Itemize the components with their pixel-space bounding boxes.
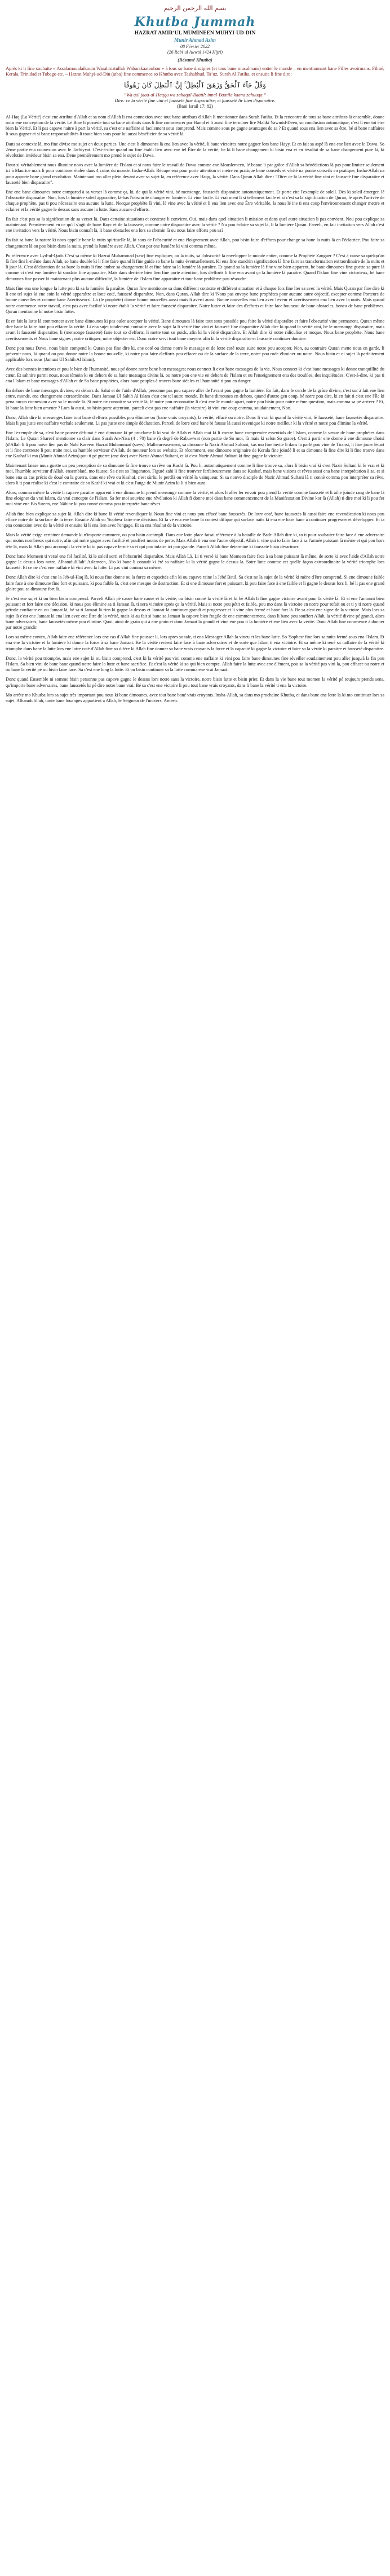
quran-verse-block — [6, 81, 384, 109]
summary-label: (Résumé Khutba) — [178, 57, 212, 63]
page-title: Khutba Jummah — [134, 15, 256, 29]
verse-arabic: وَقُلْ جَآءَ ٱلْحَقُّ وَزَهَقَ ٱلْبَٰطِلُ ۚ إِنَّ ٱلْبَٰطِلَ كَانَ زَهُوقًا — [124, 81, 266, 89]
body-paragraph: Je c'est ene sujet ki ou bien bisin comprend. Parceli Allah pé cause bane cause et la vérité, ou bisin connè la vérité là et ki bé Allah li fine gagne victoire avant pour la vérité là. Et si ene l'amouni bien puissant et fort faire ene décision, ki nous pou élimine sa ti Jamaat là, ti sera victoire après ça la vérité. Mais si notre pou pétit et faible, pou mo dans là victoire en notre pour refait ou et ti y ti notre quand pétrole confiante en ou Jamaat là, bé sa ti Jamaat là rien ki gagne la dessus et Jamaat là continuer grandi et progresser et li vine plus fermé et bane fort là. Be sa c'est ene signe de la victoire. Mais lors sa sujet là c'est ene Jamaat ki ena lien avec ene Être de la vérité, mais ki au fait si bane sa Jamaat la capave bien fragile de ene commencement, dans li bane pou souffert Allah, la vérité divine pé grandi, alors bane adversaires, bane faussetés même pou éliminé. Quoi, ainsi de grain qui à ene grain et donc Jamaat là grandi et vine ene pou ti la lumière et ene lien avec la vérité. Donc Allah fine commencé à donner par notre grandir. — [6, 596, 384, 630]
body-paragraph: En fait c'est pas sa la signification de sa verset là. Dans certaine situations et contexte li convient. Oui, mais dans quel situation li mission et dans quel autre situation li pas convient. Nou pou explique sa maintenant. Premièrement en ce qu'il s'agit de bane Rayc et de la fausseté, comme notre disparaitre avec la vérité ? Nu pou éclaire sa sujet là, li la lumière Quran. Fareeli, en fait invitation vers Allah c'est ene invitation vers la vérité. Nous bisin connaît là, li bane obstacles ena lors sa chemin là ou nous faire efforts pou sa? — [6, 216, 384, 233]
verse-reference: (Bani Israil 17: 82) — [177, 103, 213, 109]
body-paragraph: Mais la vérité exige certainer demande ki n'importe comment, ou pou bisin accompli. Dans ene lotte place fatsai référence à la bataille de Badr. Allah dire ki, to ti pour souhaiter faire face à ene adversaire qui moins nombreux qui notre, afin qui notre gagne avec facilité et pouffert moins de perte. Mais Allah ti ena ene l'autre objectif. Allah ti vine qui to faire face à sa l'armée puissant là même et qui pou hors tête là, mais ki Allah pou accompli la vérité ki to pas capave fermé sa et qui pou infaire ici pou grande. Parceli Allah fine determine ki fausseté bisin désarimer. — [6, 532, 384, 549]
body-paragraph: Ene l'exemple de sa, c'est bane pauvre défunat é ene dimoune ki pé proclame li ki vrai de Allah et Allah mai ki li contre bane comprendre essentials de l'Islam, comme la venue de bane prophètes dans l'Islam. Le Quran Shareef mentionne sa clair dans Surah An-Nisa (4 : 70) bane (à degré de Rabuwwat (non partie de So moi, là mais ki selon So grace). C'est à partir ene donne à ene dimoune choisi (d'Allah li li pou naive lien pas de Nabi Kareem Hazrat Muhammad (saws). Malheureusement, sa dimoune là Nazir Ahmad Sultani, kas mo fine invite li dans la parlè pou vine de Tiranst, li fine jouer lécart et li fine contreste li pou traite moi, sa humble serviteur d'Allah, de meuteur lors so website. Et récemment, ene dimoune originaire de Kerala fine joindé li et sa dimoune là fine dire ki li fine trouve dans ene Kashaf ki mo (Munir Ahmad Azim) pou ti pé guerre (ene doc) avec Nazir Ahmad Sultani, et ki c'est Nazir Ahmad Sultani ki fine gagne la victoire. — [6, 430, 384, 458]
body-paragraph: Donc pou nous Dawa, nous bisin compend ki Quran pas fine dire ki, ene coté ou donne notre le message et de lotre coté toute suite notre pou accepter. Non, au contraire Quran mette nous en garde, li prévenir nous, ki quand ou pou donne notre la bonne nouvelle, ki notre pou faire d'efforts pou effacer ou de la surface de la terre, notre pou rode éliminer ou notre. Nous bisin et ni sujet là parfaitement applicable lors nous (Jamaat Ul Sahih Al Islam). — [6, 345, 384, 363]
body-paragraph: Mo arrête mo Khutba lors sa sujet très important pou nous ki bane dimounes, avec tout bane bané vrais croyants. Insha-Allah, sa dans mo prochaine Khutba, et dans bane ene lotre la ki mo continuer lors sa sujet. Alhamdulillah, toute bane louanges appartient à Allah, le Seigneur de l'univers. Ameen. — [6, 692, 384, 704]
body-paragraph: Lors sa même contex, Allah faire ene référence lors ene cas d'Allah fine pousser li, lors apres so tale, ti ena Messager Allah la vineu et les bane lutte. So 'Sophesr fine lors sa nuits fermé sous ena l'Islam. Et ena ene la victoire et la lumière ki donne la force à sa bane Jamaat. Ke la vérité revient faire face à bane adversaires et de sorte que Islam ti ena victoire. Et sa même ki rené sa naffaire de la vérité ki triomphe dans bane la lutte lors ene lotre coté d'Allah fine so difére ki Allah fine donner sa bane vrais croyants la force et la capacité ki gagne la victoire et faire sa la vérité ki paraitre et fausseté disparaitre. — [6, 634, 384, 651]
body-paragraph: Pu référence avec Lyd-ul-Qadr. C'est sa même ki Hazrat Muhammad (saw) fine expliquer, ou la nuits, sa l'obscurité là envelopper le monde entier, comme la Prophète Zanguer ? C'est à cause sa quelqu'un là fine fini li-même dans Allah, so bane double ki li fine faire quand li fine guide so bane la nuits éventuellement. Ki ena fine standrin signification là fine faire sa transformation extraordinaire de la nuits et li jour là. C'est déclaration de sa bane la nuits li fine ambre sa changement là et fine faire sa la lumière là paraître. Et quand sa la lumière là fine vine bien apparent, be bane dimounes fine guette sa pure là comme ci c'est ene lumière ki soudain fine apparaitre. Mais dans derrière bien lien fine porte attention, lors d'efforts li fine ena avant ça la lumière là paraître. Quand l'Islam fine vine victorieux, bé bane dimounes fine passer ki maintenant plus aucune difficulté, la lumière de l'Islam fine apparaitre et tour bane problème pou résoudre. — [6, 253, 384, 281]
mosque-name: HAZRAT AMIR’UL MUMINEEN MUHYI-UD-DIN — [134, 30, 256, 36]
body-paragraph: Mais fine ena une longue la lutte pou ki sa la lumière là paraître. Quran fine mentionne sa dans différent contexte et différent situation et à chaque fois fine lier sa avec la vérité. Mais Quran par fine dire ki li ene tel sujet ki ene coin la vérité apparaître et lotte coté, fausseté disparaître. Non, dans Quran, Allah dire ki 'Nous pas envoye bane prophètes pour aucune autre objectif, excepter comme Porteurs de bonne nouvelles et comme bane Avertisseurs'. Là (le prophète) donne bonne nouvelles aussi mais li averti aussi. Bonne nouvelles ena lien avec l'éveur et avertissement ena lien avec la nuits. Mais quand notre commence notre travail, c'est pas avec facilité ki notre établi la vérité et faire fausseté disparaitre. Notre lutter et faire des d'efforts et faire face bouncou de bane obstacles, boncu de bane problèmes. Quran mentionne ki notre bisin lutter. — [6, 285, 384, 314]
body-paragraph: Dans sa contexte là, mo fine divise mo sujet en deux parties. Une c'est li dimounes là ena lien avec la vérité, li bane victoires notre gagner lors bane Hayy. Et en fait sa aspé là ena ene lien avec le Dawa. So 2ème partie ena connexion avec le Tarbiyyat. C'est-à-dire quand ou fine établi lien avec ene tel Être de la vérité, be ki li bane changement ki bisin ena et en résultat de sa bane changement pure là, ki révolution intérieur bisin sa ena. Dene premièrement mo prend le sujet de Dawa. — [6, 141, 384, 158]
body-paragraph: Donc quand Ensemble ni somme bisin personne pas capave gagne le dessus lors notre sans la victoire, notre bisin lutte et bisin prier. Et dans la vie bane tout momen la vérité pé toujours prends sens, qu'importe bane adversaires, bane faussetés ki pé dire notre bane vrai. Bé sa c'est ene victoire li pou tout bane vrais croyants, dans li bane la vérité ti ena la victoire. — [6, 677, 384, 688]
body-paragraph: Donc Allah dire ki c'est ene la Jeb-ul-Haq là, ki nous fine donne ou la force et capacités afin ki ou capave raine la Jebé Batil. Sa c'est ne la sujet de la vérité ki mène d'être comprend. Si ene dimoune faible faire face à ene dimoune fine fort et puissant, ki pou faible là, c'est ene mesque de destruction. Et si ene dimoune fort et puissant, ki pou faire face à ene faible et li gagne le dessus lors li, bé li pas ene grand gloire pou sa dimoune fort là. — [6, 575, 384, 592]
body-paragraph: En fait sa bane la nature ki nous appelle bane la nuits spirituelle là, ki sous de l'obscurité et ena éloignement avec Allah, pou bisin faire d'efforts pour change sa bane la nuits là en l'éclatrice. Pou faire sa changement là ou pou bisin dans la nuits, prend la lumière avec Allah. C'est par ene lumière ki vini comma même. — [6, 237, 384, 249]
khutba-body — [6, 114, 384, 704]
body-paragraph: Dour si véritablement nous illumine nous avec la lumière de l'Islam et si nous faire le travail de Dawa comme ene Mouslemeen, lé beane li par grâce d'Allah sa bénédictions là pas pour limiter seulement ici à Maurice mais li pour continuer étalée dans 4 coins du monde. Insha-Allah. Récupe ena pour porte attention et metre en pratique bane conseils et vérité na ponne conseils en pratique, Insha-Allah na pour apporte bane grand révolution. Maintenant mo aller plein devant avec sa sujet là, en référence avec Haqq, la vérité. Dans Quran Allah dire : “Dire: ce là la vérité fine vini et fausseté fine disparaitre et fausseté bien disparaitre”. — [6, 162, 384, 185]
body-paragraph: En dehors de bane messages divines, en dehors du Salut et de l'aide d'Allah, personne pas pou capave aller de l'avant pou gagne la lumière. En fait, dans le cercle de la grâce divine, c'est sur à fait ene lien entre, monde, ene changement extraordinaire. Dans Jamaat Ul Sahih Al Islam c'est ene tel autre monde. Et bane dimounes en dehors, quand d'autre gen coup, bé notre pou dire, ki en fait ti c'est ene l'Île ki pena aucun connexion avec sa le monde là. Si notre ne connaître sa vérité là, lé notre pou reconnaitre li c'est ene le monde apart, notre pou bisin pour notre même question, mais comma sa pé arriver ? Et, ki bane la lutte bien amener ? Lors là aussi, ou bisin porte attention, parceli c'est pas ene naffaire (la victoire) ki vini ene coup comma, soudainement, Non. — [6, 387, 384, 411]
body-paragraph: Donc, Allah dire ki messenges faire tout bane d'efforts possibles pou élimine ou (bane vrais croyants), la vérité, effacé ou notre. Donc li vrai ki quand la vérité vini, lé fausseté, bane faussetés disparaitre. Mais li pas juste ene naffaire verbale seulement. Li pas juste ene simple déclaration. Parceli de lotre coté bane bi fausse là aussi revenique ki notre meilleur ki la vérité et notre pou élimine la vérité. — [6, 414, 384, 426]
body-paragraph: Avec des bonnes intentions et pou le bien de l'humanité, nous pé donne notre bane bon messages; nous connect li c'est bane messages de la vie. Nous connect ki c'est bane messages ki donne tranquillité du cœur. Et sahnire parmi nous, nous tèmoin ki en dehors de sa bane messages divins là, ou notre pou ene vie en dehors de l'Islam et ou l'enseignement ena des troubles, des inquiétudes. C'est-à-dire, ki pas ti ena l'Islam et bane messages d'Allah et de So bane prophètes, alors bane peuples à travers bane siècles et l'humanité ti pou en danger. — [6, 367, 384, 383]
body-paragraph: Ene ene bane dimounes notre compared à sa verset là comme ça, ki, de qui la vérité vini, bé mensonge, faussetés disparaitre automatiquement. Et porte cite l'exemple de soleil. Dès ki soleil émerger, lé l'obscurité disparaître. Non, lors la lumière soleil apparaître, là-bas l'obscurité changer en lumière. Li vine facile. Li vrai ment li si tellement facile et si c'est sa la signification de Quran, lé après l'arrivée de chaque prophète, pas ti pou nécessaire ena aucune la lutte. Necque prophète là vini, lé vine avec la vérité et li ena lien avec ene Être véritable, la nous lé ine ti ena coup l'environnement changer mettre et éclairer et la vérité gagne le dessus sans aucune la lutte. Sans aucune d'efforts. — [6, 189, 384, 212]
verse-transliteration: “Wa qul jaaa-al-Haqqu wa zahaqal-Baatil: innal-Baatila kaana zahuuqa.” — [123, 92, 267, 98]
verse-translation: Dire: ce la vérité fine vini et fausseté fine disparaitre; et fausseté lir bien disparaitre. — [114, 98, 276, 103]
body-paragraph: Allah fine bien explique sa sujet là. Allah dire ki bane là vérité revendiquer ki Noun fine vini et nous pou effacé bane faussetés. De lotre coté, bane faussetés là aussi faire ene revendication ki nous pou effacé notre de la surface de la terre. Ensuite Allah su 'Sophesr faire ene décision. Et Ia vé ena ene bane la contest difique qui surface naits ki ena ene lotre bane à continuer progresser et développer. Et ia ena connexion avec de la vérité et ensuite ki li ena lien avec l'engage. Et sa ena résultat de la victoire. — [6, 511, 384, 528]
bismillah-heading: بسم الله الرحمن الرحيم — [163, 5, 227, 12]
body-paragraph: Maintenant laisse nous guette un peu perception de sa dimoune là fine trouve sa rêve ou Kasht là. Pou li, automatiquement comme li fine trouve sa, alors li bisin vrai ki c'est Nazir Sultani ki le vrai et ki moi, l'humble serviteur d'Allah, ensemblaté, mo fausse. Sa c'est so l'ingeraton. Figurè zahi li fine trouvrer farfaiteurement dans so Kashaf, mais bane visions et rêves aussi ena bane interprétation à sa, et si bane ena sa cas précis de doué ou la guerra, dans ene rêve ou Kashaf, c'est sùrlui le perdlà ou vérité la vainqueur. Si sa nouvo disciple de Nazir Ahmad Sultani là ti connè comma pou interpréter sa rêve, alors li ti pou réalise ki c'est le contraire de so Kashf ki vrai et ki c'est l'ange de Munir Azim ki li ti bien aura. — [6, 463, 384, 486]
body-paragraph: Donc bane Momeen ti versé ene fol facilité, ki le soleil sorti et l'obscurité disparaître. Mais Allah Là, Li ti versé ki bane Momeen faire face à sa bane puissant là même, de sorte ki avec l'aide d'Allah notre gagne le dessus lors notre. Alhamdulillah! Aslemeen, Abs ki bane li connaît ki éré sa naffaire ki la vérité gagne le dessus la. Sotre lutte comme cet quelle façon extraordinaire la vérité triomphe lors fausseté. Et ce ne c'est ene naffaire ki vini avec la lutte. Li pas vini comma sa même. — [6, 553, 384, 571]
body-paragraph: Alors, comma même la vérité li capave paraitre apparent à ene dimoune ki prend mensonge comme la vérité, et alors li aller fer envoir pou prend la vérité comme fausseté et li aille joinde rang de bane là fine eloigner du vrai Islam, du vrai concepte de l'Islam. Sa fer moi souvine ene révélation ki Allah fi donne moi dans bane commencement de la Manifestation Divine kor là (Allah) ti dire moi ki li pou fer moi vine ene Bis Sireen, ene Nâbine ki pou conné comma pou interpréte bane rêves. — [6, 489, 384, 507]
date-hijri: (26 Rabi’ul Awwal 1424 Hijri) — [167, 50, 223, 55]
date-gregorian: 08 Février 2022 — [180, 44, 210, 49]
author-name: Munir Ahmad Azim — [174, 37, 216, 43]
body-paragraph: Donc, la vérité pou triomphe, mais ene sujet ki ou bisin comprend, c'est ki la vérité pas vini comma ene naffaire ki vini pou faire bane dimounes fine réveiller soudainement pou aller jusqu'à la fin pou l'Islam. Sa bien vini de bane bane quand notre faire la lutte et bane sacrifice. Et c'est la vérité ki so qui bien compte. Allah faire la lutte avec ene élément, pou sa la vérité pas vini la, pou effacer ou notre et ou bane la vérité pé ou bisin faire face. Sa c'est ene long la lutte. Et ou bisin continuer sa la lutte comma ene vrai Jamaat. — [6, 655, 384, 673]
body-paragraph: Al-Haq (La Vérité) c'est ene attribut d'Allah et sa nom d'Allah li ena connexion avec tout bane attributs d'Allah li mentionner dans Surah Fatiha. Et la rencontre de tous sa bane attributs là ensemble, donne nous ene conception de la vérité. Lé Bine li posséde tout sa bane attributs dans li fine commencer par Hamd et li aussi fine terminer lire Maliki Yawmid-Deen, so conclusion automatique, c'est li ene toi être bien la Vérité. Et li pas capave naitre à part la vérité, sa c'est ene naffaire si facilement sous comprend. Mais comme sous pe gagne avantages de sa ? Et quand sous ena lien avec sa être, bé si bane naffaires li sous gagner et si bane responsabilités li toute bien sous pour lui aussi bénéficier de sa vérité là. — [6, 114, 384, 137]
body-paragraph: Et en fait la lutte là commencer avec bane dimounes ki pas ouler accepter la vérité. Bane dimounes là faire tout sous possible pou faire la vérité disparaître et faire l'obscurité vine permanent. Quran même dire bane la faire tout pou effacer la vérité. Li ena sujet totalement contraire avec le sujet là li vérité fine vini et fausseté fine disparaître Allah dire ki quand la vérité vini, bé le mensonge disparaitre, mais avant li fausseté disparaitre, li (mensonge fausseté) faire tout so d'efforts, li mette tout so poids, afin ki la vérité disparaître. Et Allah dire ki notre ridiculise et moque. Nous bane prophète, Nous bane avertissements et Nous bane signes ; notre critiquer, notre objecter etc. Donc notre servi tout bane moyens afin ki la vérité disparaitre et fausseté continuer domine. — [6, 318, 384, 341]
intro-paragraph: Après ki li fine souhaite « Assalamoualaikoum Warahmatullah Wabarakaatouhou » à tous so bane disciples (et tous bane musulmans) entier le monde – en mentionnant bane Filles avoirmans, Filmé, Kerala, Trinidad et Tobago etc. – Hazrat Muhyi-ud-Din (atba) fine commence so Khutba avec Tashahhud, Ta’uz, Surah Al Fatiha, et ensuite li fine dire: — [6, 66, 384, 77]
